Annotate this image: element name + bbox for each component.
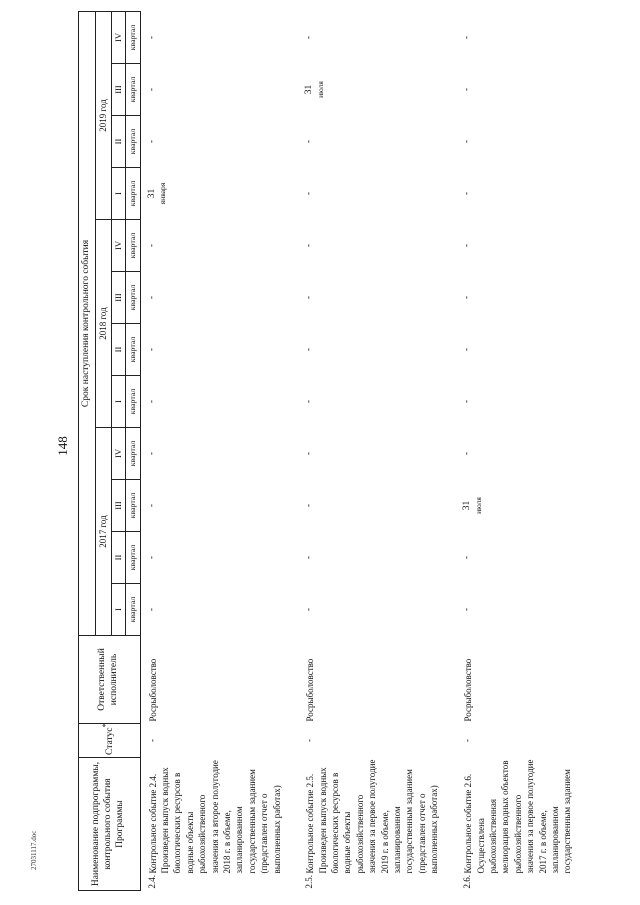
quarter-cell xyxy=(298,220,456,272)
header-quarter-word: квартал xyxy=(125,584,140,636)
quarter-cell xyxy=(456,324,606,376)
row-number: 2.5. xyxy=(304,875,315,889)
event-day: - xyxy=(146,295,157,300)
executor-cell: Росрыболовство xyxy=(463,658,474,722)
quarter-cell xyxy=(140,64,298,116)
header-year-2019: 2019 год xyxy=(95,11,111,219)
quarter-cell xyxy=(140,116,298,168)
row-number: 2.6. xyxy=(462,875,473,889)
quarter-cell xyxy=(298,168,456,220)
quarter-cell xyxy=(456,376,606,428)
event-day: - xyxy=(462,555,473,560)
header-quarter-number: IV xyxy=(112,11,126,63)
event-day: - xyxy=(462,87,473,92)
event-day: - xyxy=(146,139,157,144)
quarter-cell xyxy=(140,272,298,324)
quarter-cell xyxy=(298,584,456,636)
event-day: 31 xyxy=(462,500,473,511)
event-day: - xyxy=(462,399,473,404)
event-day: - xyxy=(146,35,157,40)
table-row xyxy=(140,11,298,890)
status-cell: - xyxy=(462,739,473,742)
header-quarter-number: III xyxy=(112,272,126,324)
event-day: 31 xyxy=(146,188,157,199)
quarter-cell xyxy=(298,11,456,63)
quarter-cell xyxy=(456,428,606,480)
header-status-footnote-mark: * xyxy=(101,723,111,728)
header-executor-column: Ответственный исполнитель xyxy=(79,636,141,724)
status-cell: - xyxy=(304,739,315,742)
event-day: - xyxy=(304,503,315,508)
event-day: - xyxy=(146,347,157,352)
header-year-2018: 2018 год xyxy=(95,220,111,428)
document-file-name: 27031117.doc xyxy=(30,830,38,870)
header-quarter-word: квартал xyxy=(125,272,140,324)
event-day: - xyxy=(304,35,315,40)
header-quarter-number: I xyxy=(112,376,126,428)
status-cell: - xyxy=(146,739,157,742)
header-quarter-word: квартал xyxy=(125,168,140,220)
quarter-cell xyxy=(298,116,456,168)
event-day: - xyxy=(304,295,315,300)
control-event-name: Контрольное событие 2.5. Произведен выпуск водных биологических ресурсов в водные объекты рыбохозяйственного значения за первое полугодие 2019 г. в объеме, запланированном государственным заданием (представлен отчет о выполненных работах) xyxy=(305,759,440,874)
event-day: - xyxy=(304,243,315,248)
header-quarter-word: квартал xyxy=(125,324,140,376)
control-event-name: Контрольное событие 2.4. Произведен выпуск водных биологических ресурсов в водные объекты рыбохозяйственного значения за второе полугодие 2018 г. в объеме, запланированном государственным заданием (представлен отчет о выполненных работах) xyxy=(147,760,282,874)
executor-cell: Росрыболовство xyxy=(147,658,158,722)
quarter-cell xyxy=(140,428,298,480)
table-row xyxy=(456,11,606,890)
quarter-cell xyxy=(456,64,606,116)
quarter-cell xyxy=(140,376,298,428)
quarter-cell xyxy=(140,584,298,636)
schedule-rows xyxy=(140,11,606,890)
header-quarter-word: квартал xyxy=(125,428,140,480)
event-day: - xyxy=(304,347,315,352)
event-day: - xyxy=(462,347,473,352)
header-quarter-word: квартал xyxy=(125,532,140,584)
header-quarter-number: II xyxy=(112,324,126,376)
rotated-document-page xyxy=(72,0,632,905)
quarter-cell xyxy=(456,116,606,168)
executor-cell: Росрыболовство xyxy=(305,658,316,722)
quarter-cell xyxy=(456,168,606,220)
header-quarter-word: квартал xyxy=(125,376,140,428)
quarter-cell xyxy=(456,220,606,272)
header-status-label: Статус xyxy=(105,727,116,755)
control-events-schedule-table xyxy=(78,11,606,891)
event-day: - xyxy=(146,243,157,248)
header-quarter-number: IV xyxy=(112,428,126,480)
header-quarter-number: II xyxy=(112,532,126,584)
quarter-cell xyxy=(298,428,456,480)
event-day: - xyxy=(304,451,315,456)
event-month: июля xyxy=(315,81,325,98)
header-quarter-number: III xyxy=(112,480,126,532)
event-day: - xyxy=(304,607,315,612)
header-quarter-word: квартал xyxy=(125,116,140,168)
header-quarter-number: I xyxy=(112,168,126,220)
quarter-cell xyxy=(140,480,298,532)
quarter-cell xyxy=(298,376,456,428)
header-name-column: Наименование подпрограммы, контрольного события Программы xyxy=(79,758,141,891)
header-quarter-number: III xyxy=(112,64,126,116)
event-day: - xyxy=(304,555,315,560)
page-number: 148 xyxy=(55,436,70,456)
quarter-cell xyxy=(456,584,606,636)
quarter-cell xyxy=(298,324,456,376)
event-month: января xyxy=(158,182,168,205)
event-day: - xyxy=(146,87,157,92)
event-day: - xyxy=(304,139,315,144)
quarter-cell xyxy=(456,272,606,324)
event-month: июля xyxy=(473,497,483,514)
header-term-column: Срок наступления контрольного события xyxy=(79,11,96,635)
control-event-name: Контрольное событие 2.6. Осуществлена рыбохозяйственная мелиорация водных объектов рыбохозяйственного значения за первое полугодие 2017 г. в объеме, запланированном государственным заданием xyxy=(463,759,573,874)
event-day: - xyxy=(462,35,473,40)
quarter-cell xyxy=(140,168,298,220)
table-row xyxy=(298,11,456,890)
quarter-cell xyxy=(298,532,456,584)
event-day: - xyxy=(146,555,157,560)
header-status-column xyxy=(79,724,141,758)
header-year-2017: 2017 год xyxy=(95,428,111,636)
quarter-cell xyxy=(456,480,606,532)
header-quarter-word: квартал xyxy=(125,480,140,532)
header-quarter-word: квартал xyxy=(125,11,140,63)
event-day: - xyxy=(462,191,473,196)
quarter-cell xyxy=(298,272,456,324)
header-quarter-word: квартал xyxy=(125,220,140,272)
quarter-cell xyxy=(298,480,456,532)
header-quarter-number: IV xyxy=(112,220,126,272)
event-day: - xyxy=(146,503,157,508)
quarter-cell xyxy=(140,324,298,376)
event-day: - xyxy=(146,607,157,612)
event-day: - xyxy=(462,139,473,144)
event-day: - xyxy=(462,295,473,300)
event-day: - xyxy=(304,191,315,196)
event-day: - xyxy=(146,399,157,404)
quarter-cell xyxy=(140,220,298,272)
quarter-cell xyxy=(456,11,606,63)
row-number: 2.4. xyxy=(146,875,157,889)
header-quarter-number: II xyxy=(112,116,126,168)
quarter-cell xyxy=(140,11,298,63)
event-day: - xyxy=(462,451,473,456)
header-quarter-word: квартал xyxy=(125,64,140,116)
event-day: - xyxy=(146,451,157,456)
quarter-cell xyxy=(456,532,606,584)
event-day: 31 xyxy=(304,84,315,95)
header-quarter-number: I xyxy=(112,584,126,636)
event-day: - xyxy=(462,607,473,612)
quarter-cell xyxy=(298,64,456,116)
event-day: - xyxy=(462,243,473,248)
quarter-cell xyxy=(140,532,298,584)
event-day: - xyxy=(304,399,315,404)
